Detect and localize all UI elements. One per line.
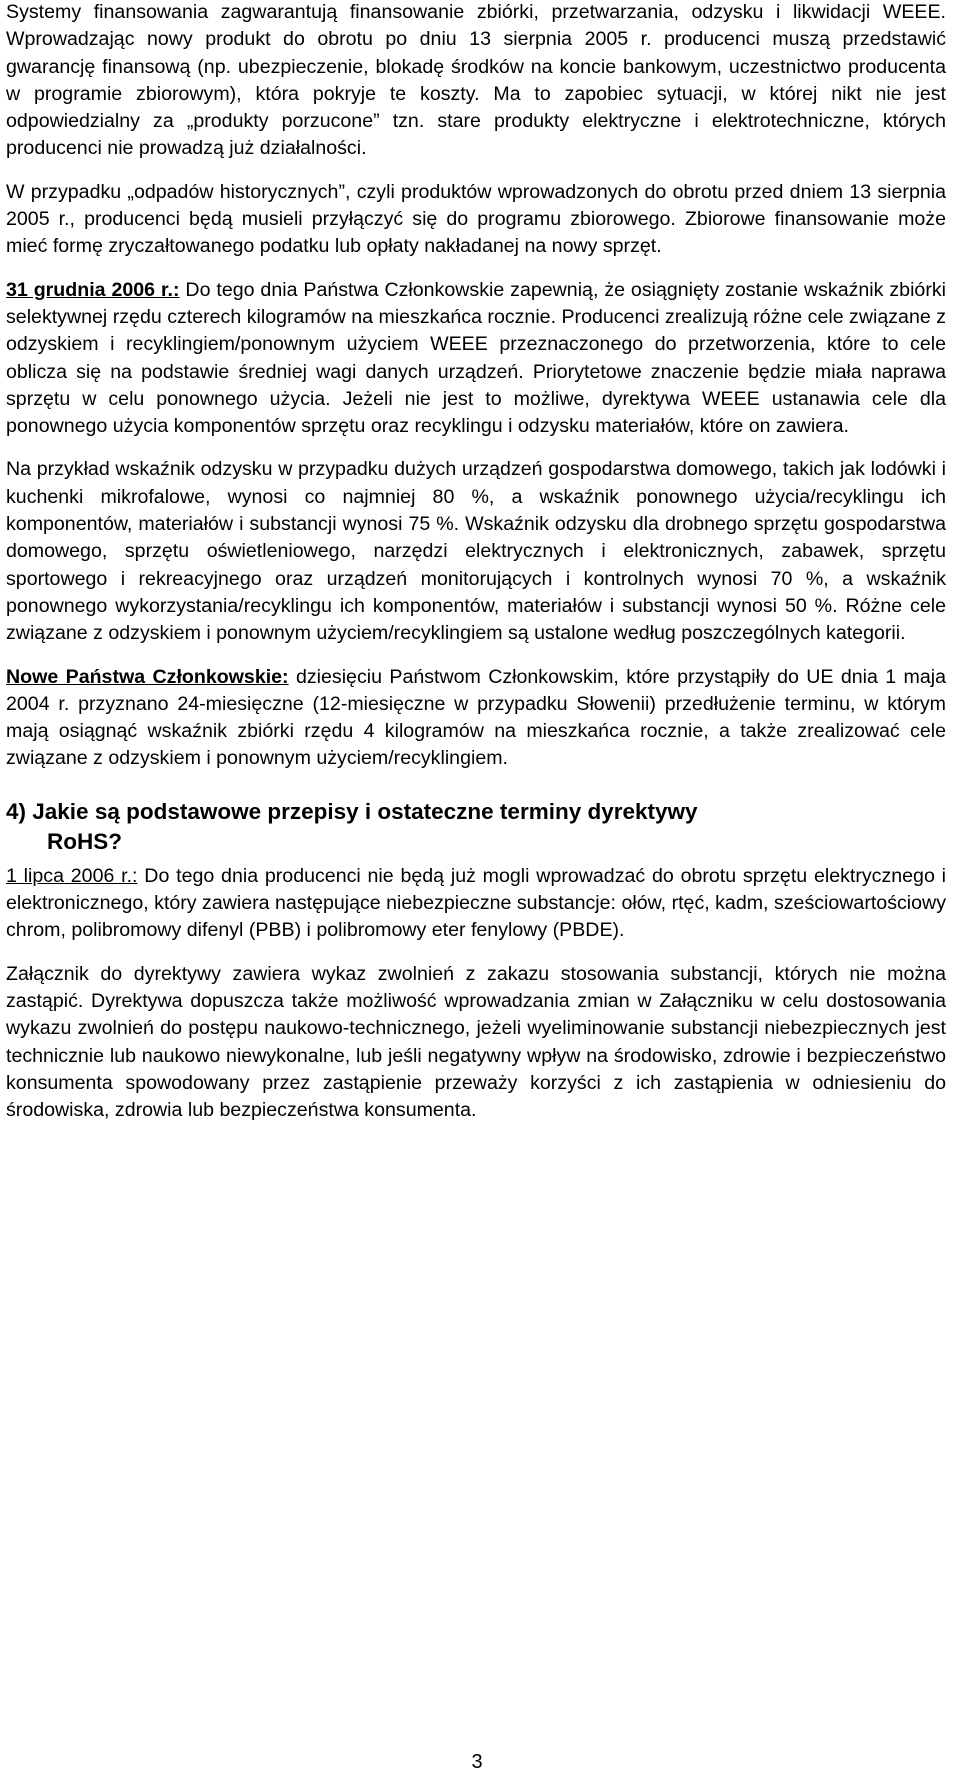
paragraph-text: dziesięciu Państwom Członkowskim, które przystąpiły do UE dnia 1 maja 2004 r. przyznano 24-miesięczne (12-miesięczne w przypadku Słowenii) przedłużenie terminu, w którym mają osiągnąć wskaźnik zbiórki rzędu 4 kilogramów na mieszkańca rocznie, a także zrealizować cele związane z odzyskiem i ponownym użyciem/recyklingiem. [6, 665, 947, 770]
new-member-states-lead: Nowe Państwa Członkowskie: [6, 665, 289, 688]
section-heading-rohs [6, 797, 946, 857]
paragraph-historical-waste: W przypadku „odpadów historycznych”, czyli produktów wprowadzonych do obrotu przed dniem 13 sierpnia 2005 r., producenci będą musieli przyłączyć się do programu zbiorowego. Zbiorowe finansowanie może mieć formę zryczałtowanego podatku lub opłaty nakładanej na nowy sprzęt. [6, 180, 946, 258]
date-lead: 1 lipca 2006 r. [6, 864, 133, 887]
paragraph-financing: Systemy finansowania zagwarantują finansowanie zbiórki, przetwarzania, odzysku i likwidacji WEEE. Wprowadzając nowy produkt do obrotu po dniu 13 sierpnia 2005 r. producenci muszą przedstawić gwarancję finansową (np. ubezpieczenie, blokadę środków na koncie bankowym, uczestnictwo producenta w programie zbiorowym), która pokryje te koszty. Ma to zapobiec sytuacji, w której nikt nie jest odpowiedzialny za „produkty porzucone” tzn. stare produkty elektryczne i elektrotechniczne, których producenci nie prowadzą już działalności. [6, 1, 946, 160]
document-page [6, 0, 946, 1124]
paragraph-deadline-2006-weee [6, 277, 946, 441]
heading-line-1: 4) Jakie są podstawowe przepisy i ostateczne terminy dyrektywy [6, 798, 698, 824]
paragraph-exemptions: Załącznik do dyrektywy zawiera wykaz zwolnień z zakazu stosowania substancji, których nie można zastąpić. Dyrektywa dopuszcza także możliwość wprowadzania zmian w Załączniku w celu dostosowania wykazu zwolnień do postępu naukowo-technicznego, jeżeli wyeliminowanie substancji niebezpiecznych jest technicznie lub naukowo niewykonalne, lub jeśli negatywny wpływ na środowisko, zdrowie i bezpieczeństwo konsumenta spowodowany przez zastąpienie przeważy korzyści z ich zastąpienia w odniesieniu do środowiska, zdrowia lub bezpieczeństwa konsumenta. [6, 962, 946, 1122]
heading-line-2: RoHS? [47, 828, 122, 854]
page-number: 3 [471, 1751, 483, 1773]
paragraph-text: Do tego dnia producenci nie będą już mogli wprowadzać do obrotu sprzętu elektrycznego i elektronicznego, który zawiera następujące niebezpieczne substancje: ołów, rtęć, kadm, sześciowartościowy chrom, polibromowy difenyl (PBB) i polibromowy eter fenylowy (PBDE). [6, 864, 946, 942]
paragraph-text: Do tego dnia Państwa Członkowskie zapewnią, że osiągnięty zostanie wskaźnik zbiórki selektywnej rzędu czterech kilogramów na mieszkańca rocznie. Producenci zrealizują różne cele związane z odzyskiem i recyklingiem/ponownym użyciem WEEE przeznaczonego do przetworzenia, które to cele oblicza się na podstawie średniej wagi danych urządzeń. Priorytetowe znaczenie będzie miała naprawa sprzętu w celu ponownego użycia. Jeżeli nie jest to możliwe, dyrektywa WEEE ustanawia cele dla ponownego użycia komponentów sprzętu oraz recyklingu i odzysku materiałów, które on zawiera. [6, 278, 946, 438]
paragraph-recovery-example: Na przykład wskaźnik odzysku w przypadku dużych urządzeń gospodarstwa domowego, takich jak lodówki i kuchenki mikrofalowe, wynosi co najmniej 80 %, a wskaźnik ponownego użycia/recyklingu ich komponentów, materiałów i substancji wynosi 75 %. Wskaźnik odzysku dla drobnego sprzętu gospodarstwa domowego, sprzętu oświetleniowego, narzędzi elektrycznych i elektronicznych, zabawek, sprzętu sportowego i rekreacyjnego oraz urządzeń monitorujących i kontrolnych wynosi 70 %, a wskaźnik ponownego wykorzystania/recyklingu ich komponentów, materiałów i substancji wynosi 50 %. Różne cele związane z odzyskiem i ponownym użyciem/recyklingiem są ustalone według poszczególnych kategorii. [6, 458, 946, 645]
date-lead: 31 grudnia 2006 r.: [6, 278, 180, 301]
date-lead-colon: : [132, 864, 138, 887]
paragraph-new-member-states [6, 664, 946, 773]
paragraph-rohs-deadline [6, 863, 946, 945]
